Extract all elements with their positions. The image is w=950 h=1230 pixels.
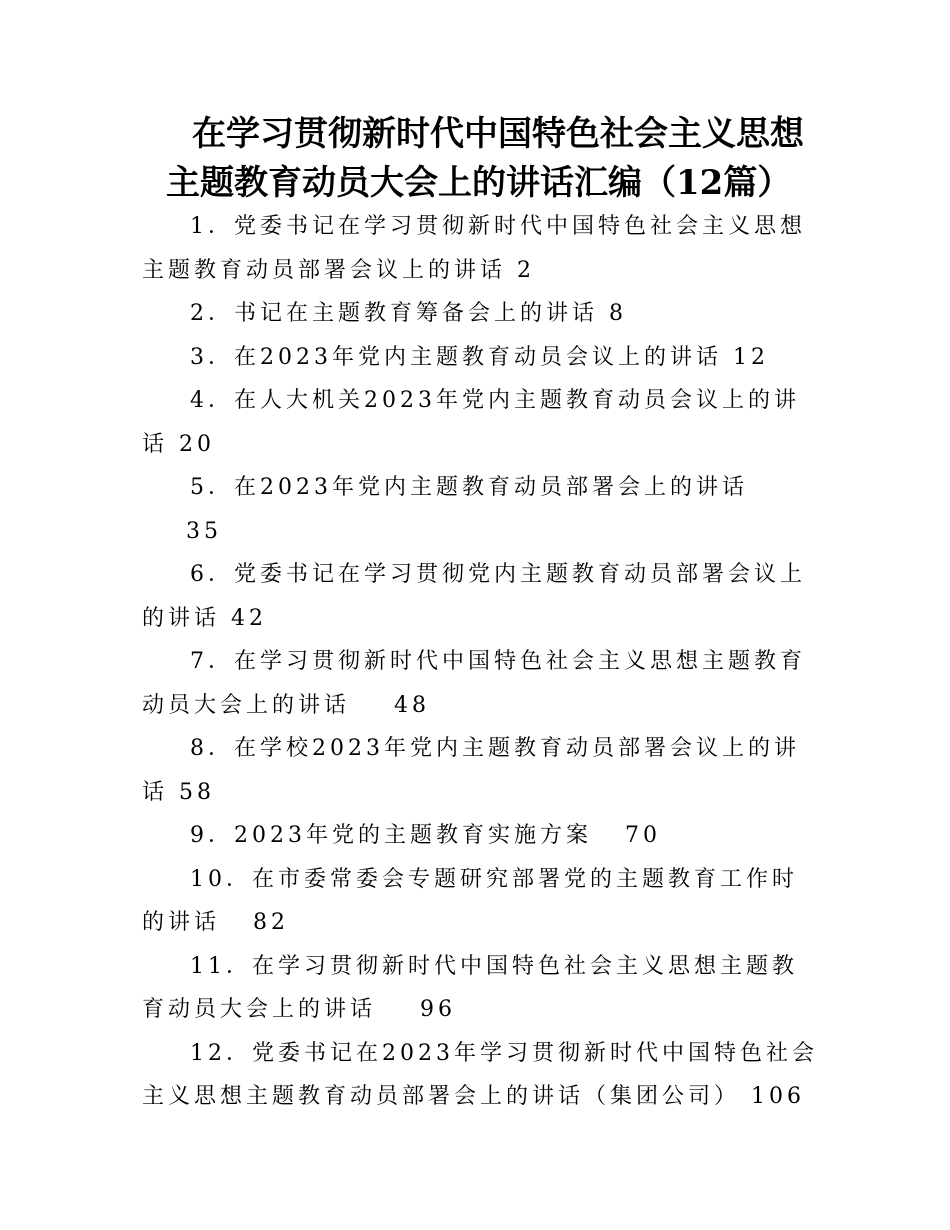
table-of-contents: [142, 205, 822, 1119]
toc-item-title: 在学校2023年党内主题教育动员部署会议上的讲话: [142, 736, 800, 805]
toc-item-number: 12．: [190, 1040, 252, 1066]
toc-item-gap: [142, 519, 186, 544]
toc-item-title: 书记在主题教育筹备会上的讲话: [234, 301, 599, 326]
toc-item-page: 82: [253, 910, 289, 935]
toc-item-page: 96: [420, 997, 456, 1022]
toc-item[interactable]: [142, 205, 822, 292]
title-line-1: 在学习贯彻新时代中国特色社会主义思想: [192, 114, 804, 154]
toc-item[interactable]: [142, 727, 822, 814]
toc-item-title: 在市委常委会专题研究部署党的主题教育工作时的讲话: [142, 866, 799, 935]
toc-item-title: 2023年党的主题教育实施方案: [234, 823, 592, 848]
toc-item-page: 58: [179, 779, 216, 805]
toc-item-title: 在学习贯彻新时代中国特色社会主义思想主题教育动员大会上的讲话: [142, 649, 807, 718]
toc-item-page: 42: [231, 605, 268, 631]
toc-item-number: 2．: [190, 301, 234, 326]
toc-item-gap: [220, 606, 231, 631]
toc-item-gap: [168, 432, 179, 457]
toc-item[interactable]: [142, 1032, 822, 1119]
toc-item-gap: [722, 345, 733, 370]
toc-item[interactable]: [142, 945, 822, 1032]
toc-item-number: 10．: [190, 866, 252, 892]
toc-item-gap: [168, 780, 179, 805]
toc-item-page: 8: [609, 301, 628, 326]
document-title: [140, 110, 820, 208]
toc-item-page: 48: [394, 692, 430, 718]
toc-item[interactable]: [142, 640, 822, 727]
toc-item-page: 12: [733, 344, 769, 370]
toc-item-title: 党委书记在学习贯彻新时代中国特色社会主义思想主题教育动员部署会议上的讲话: [142, 214, 807, 283]
toc-item[interactable]: [142, 379, 822, 466]
toc-item-number: 1．: [190, 214, 234, 239]
toc-item-title: 在人大机关2023年党内主题教育动员会议上的讲话: [142, 388, 800, 457]
toc-item-gap: [598, 301, 609, 326]
toc-item-title: 党委书记在学习贯彻党内主题教育动员部署会议上的讲话: [142, 562, 807, 631]
toc-item[interactable]: [142, 858, 822, 945]
toc-item-title: 在2023年党内主题教育动员会议上的讲话: [234, 344, 722, 370]
toc-item-gap: [740, 1084, 751, 1109]
toc-item-number: 3．: [190, 344, 234, 370]
toc-item-title: 在学习贯彻新时代中国特色社会主义思想主题教育动员大会上的讲话: [142, 953, 799, 1022]
toc-item[interactable]: [142, 292, 822, 336]
toc-item-number: 9．: [190, 823, 234, 848]
toc-item-number: 8．: [190, 736, 234, 761]
toc-item-page: 20: [179, 431, 216, 457]
toc-item-gap: [350, 693, 394, 718]
toc-item-title: 党委书记在2023年学习贯彻新时代中国特色社会主义思想主题教育动员部署会上的讲话（集团公司）: [142, 1040, 818, 1109]
toc-item-page: 2: [517, 257, 536, 283]
toc-item[interactable]: [142, 553, 822, 640]
toc-item[interactable]: [142, 336, 822, 380]
title-line-2: 主题教育动员大会上的讲话汇编（12篇）: [166, 163, 792, 203]
toc-item-gap: [592, 823, 625, 848]
toc-item[interactable]: [142, 814, 822, 858]
toc-item-page: 70: [624, 823, 661, 848]
toc-item-page: 106: [751, 1084, 806, 1109]
toc-item[interactable]: [142, 466, 822, 553]
toc-item-page: 35: [185, 518, 222, 544]
toc-item-number: 6．: [190, 562, 234, 587]
toc-item-title: 在2023年党内主题教育动员部署会上的讲话: [234, 475, 748, 500]
toc-item-number: 7．: [190, 649, 234, 674]
toc-item-number: 11．: [190, 953, 252, 979]
toc-item-gap: [220, 910, 253, 935]
toc-item-gap: [376, 997, 420, 1022]
toc-item-number: 4．: [190, 388, 234, 413]
toc-item-number: 5．: [190, 475, 234, 500]
toc-item-gap: [506, 258, 517, 283]
